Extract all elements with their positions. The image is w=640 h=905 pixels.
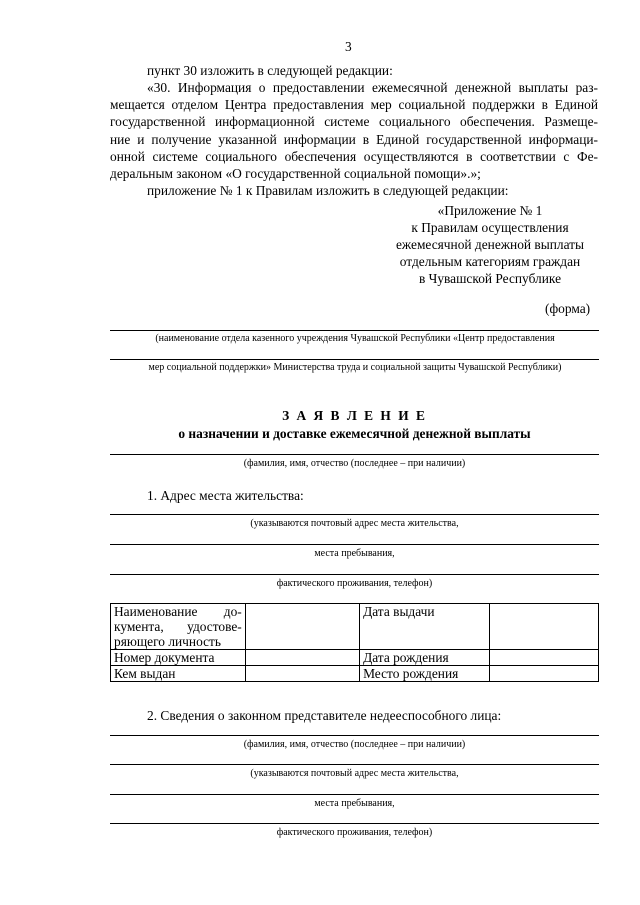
doc-name-line: Наименование до- <box>114 604 242 619</box>
address-caption-3: фактического проживания, телефон) <box>276 578 433 589</box>
rep-address-caption-1: (указываются почтовый адрес места жительства, <box>250 768 459 779</box>
appendix-line: приложение № 1 к Правилам изложить в следующей редакции: <box>147 183 509 198</box>
doc-name-line: кумента, удостове- <box>114 619 242 634</box>
rep-address-caption-2: места пребывания, <box>314 798 395 809</box>
org-line-2[interactable] <box>110 359 599 360</box>
birth-place-value[interactable] <box>489 666 598 682</box>
appendix-header <box>370 202 610 287</box>
paragraph-line: государственной информационной системе социального обеспечения. Размеще- <box>110 114 598 130</box>
paragraph-line: мещается отделом Центра предоставления мер социальной поддержки в Единой <box>110 97 598 113</box>
paragraph-30 <box>110 79 598 182</box>
doc-name-line: ряющего личность <box>114 634 221 649</box>
table-row <box>111 666 599 682</box>
address-caption-1: (указываются почтовый адрес места жительства, <box>250 518 459 529</box>
paragraph-line: деральным законом «О государственной социальной помощи».»; <box>110 166 481 182</box>
doc-name-value[interactable] <box>245 604 359 650</box>
birth-date-value[interactable] <box>489 650 598 666</box>
appendix-header-line: к Правилам осуществления <box>411 220 569 235</box>
rep-address-line-2[interactable] <box>110 794 599 795</box>
identity-document-table <box>110 603 599 682</box>
table-row <box>111 604 599 650</box>
doc-name-label <box>111 604 246 650</box>
appendix-header-line: ежемесячной денежной выплаты <box>395 237 585 252</box>
org-caption-1: (наименование отдела казенного учреждения Чувашской Республики «Центр предоставления <box>155 333 555 344</box>
org-line-1[interactable] <box>110 330 599 331</box>
section-2-heading: 2. Сведения о законном представителе недееспособного лица: <box>147 708 502 723</box>
appendix-header-line: отдельным категориям граждан <box>399 254 581 269</box>
address-line-3[interactable] <box>110 574 599 575</box>
rep-address-line-1[interactable] <box>110 764 599 765</box>
document-subtitle: о назначении и доставке ежемесячной денежной выплаты <box>178 426 531 441</box>
birth-date-label: Дата рождения <box>360 650 490 666</box>
fio-caption: (фамилия, имя, отчество (последнее – при наличии) <box>243 458 466 469</box>
address-line-1[interactable] <box>110 514 599 515</box>
appendix-header-line: «Приложение № 1 <box>437 203 543 218</box>
doc-number-label: Номер документа <box>111 650 246 666</box>
issued-by-label: Кем выдан <box>111 666 246 682</box>
issued-by-value[interactable] <box>245 666 359 682</box>
fio-line[interactable] <box>110 454 599 455</box>
page-number: 3 <box>345 39 352 54</box>
document-title: З А Я В Л Е Н И Е <box>282 408 427 423</box>
form-label: (форма) <box>545 301 591 316</box>
address-caption-2: места пребывания, <box>314 548 395 559</box>
issue-date-label: Дата выдачи <box>360 604 490 650</box>
intro-line: пункт 30 изложить в следующей редакции: <box>147 63 393 78</box>
issue-date-value[interactable] <box>489 604 598 650</box>
rep-address-caption-3: фактического проживания, телефон) <box>276 827 433 838</box>
rep-fio-line[interactable] <box>110 735 599 736</box>
section-1-heading: 1. Адрес места жительства: <box>147 488 304 503</box>
org-caption-2: мер социальной поддержки» Министерства труда и социальной защиты Чувашской Республики) <box>148 362 562 373</box>
birth-place-label: Место рождения <box>360 666 490 682</box>
table-row <box>111 650 599 666</box>
rep-fio-caption: (фамилия, имя, отчество (последнее – при наличии) <box>243 739 466 750</box>
doc-number-value[interactable] <box>245 650 359 666</box>
appendix-header-line: в Чувашской Республике <box>418 271 562 286</box>
paragraph-line: онной системе социального обеспечения осуществляются в соответствии с Фе- <box>110 148 598 164</box>
paragraph-line: ние и получение указанной информации в Единой государственной информаци- <box>110 131 598 147</box>
paragraph-line: «30. Информация о предоставлении ежемесячной денежной выплаты раз- <box>147 80 598 95</box>
rep-address-line-3[interactable] <box>110 823 599 824</box>
address-line-2[interactable] <box>110 544 599 545</box>
